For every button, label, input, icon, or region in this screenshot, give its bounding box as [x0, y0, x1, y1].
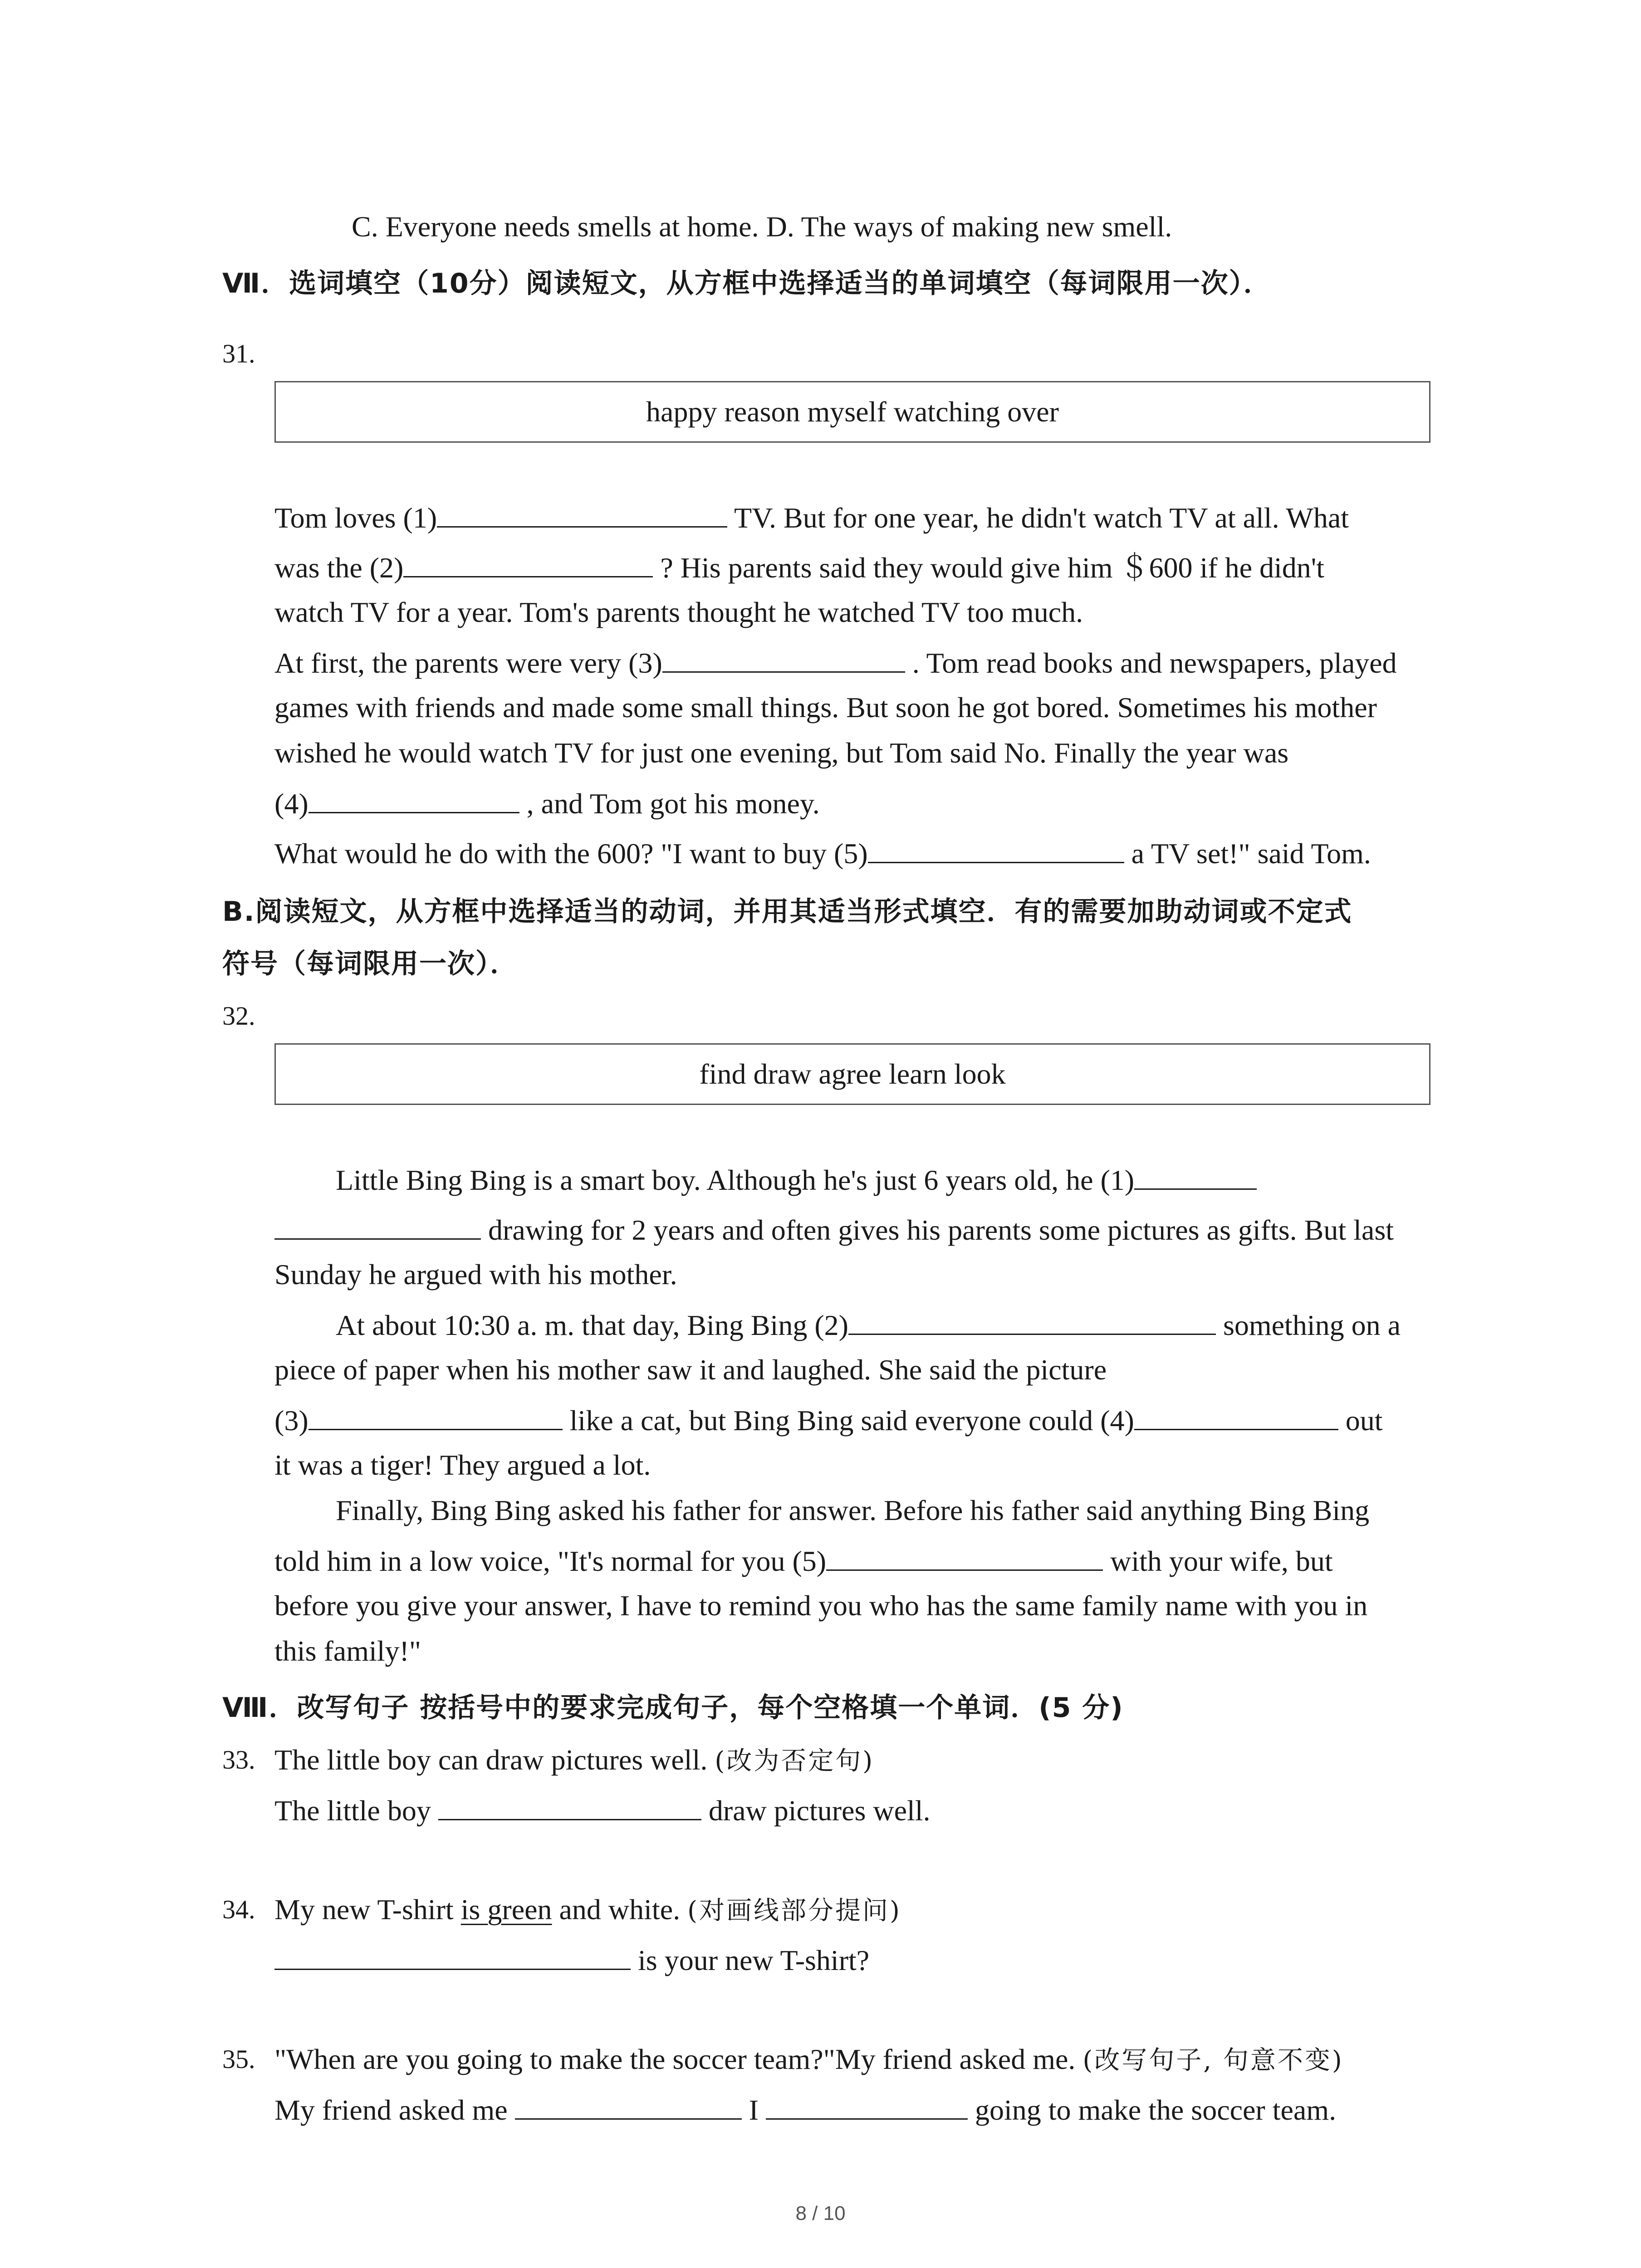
q35-sentence: "When are you going to make the soccer team?"My friend asked me. (改写句子, 句意不变): [274, 2043, 1344, 2075]
answer-blank[interactable]: [826, 1542, 1103, 1571]
section-8-heading: Ⅷ．改写句子 按括号中的要求完成句子，每个空格填一个单词．(5 分): [222, 1692, 1124, 1724]
q31-line-2: was the (2) ? His parents said they would give him ＄600 if he didn't: [274, 549, 1324, 586]
answer-blank[interactable]: [309, 1402, 563, 1430]
q31-number: 31.: [222, 339, 255, 368]
q31-word-list: happy reason myself watching over: [646, 396, 1059, 428]
q33-sentence: The little boy can draw pictures well. (改为否定句): [274, 1744, 875, 1776]
q31-line-1: Tom loves (1) TV. But for one year, he didn't watch TV at all. What: [274, 499, 1349, 536]
q30-options: C. Everyone needs smells at home. D. The ways of making new smell.: [352, 210, 1172, 243]
section-b-heading-line-2: 符号（每词限用一次）．: [222, 948, 518, 980]
answer-blank[interactable]: [438, 1792, 701, 1820]
q34-instruction: (对画线部分提问): [687, 1896, 901, 1926]
answer-blank[interactable]: [309, 785, 519, 813]
answer-blank[interactable]: [515, 2091, 742, 2120]
q31-line-5: games with friends and made some small things. But soon he got bored. Sometimes his mother: [274, 691, 1377, 723]
section-7-heading: Ⅶ．选词填空（10分）阅读短文，从方框中选择适当的单词填空（每词限用一次）．: [222, 268, 1272, 299]
q31-line-6: wished he would watch TV for just one evening, but Tom said No. Finally the year was: [274, 737, 1289, 769]
q34-sentence: My new T-shirt is green and white. (对画线部分提问): [274, 1893, 901, 1926]
q31-line-3: watch TV for a year. Tom's parents thought he watched TV too much.: [274, 596, 1083, 628]
answer-blank[interactable]: [274, 1941, 631, 1970]
q32-line-4: At about 10:30 a. m. that day, Bing Bing (2) something on a: [336, 1306, 1401, 1344]
q32-line-2: drawing for 2 years and often gives his parents some pictures as gifts. But last: [274, 1211, 1394, 1248]
q32-word-list: find draw agree learn look: [699, 1058, 1006, 1090]
q32-line-11: this family!": [274, 1635, 421, 1667]
q31-line-4: At first, the parents were very (3) . Tom read books and newspapers, played: [274, 644, 1397, 681]
q31-line-7: (4) , and Tom got his money.: [274, 785, 820, 822]
q31-word-box: [274, 381, 1430, 443]
q32-line-6: (3) like a cat, but Bing Bing said everyone could (4) out: [274, 1402, 1383, 1439]
answer-blank[interactable]: [848, 1306, 1216, 1335]
q33-answer-line: The little boy draw pictures well.: [274, 1792, 931, 1829]
q35-number: 35.: [222, 2044, 255, 2074]
q32-line-10: before you give your answer, I have to remind you who has the same family name with you in: [274, 1589, 1368, 1622]
q35-answer-line: My friend asked me I going to make the soccer team.: [274, 2091, 1336, 2128]
answer-blank[interactable]: [403, 549, 653, 577]
q34-answer-line: is your new T-shirt?: [274, 1941, 869, 1979]
answer-blank[interactable]: [868, 835, 1124, 863]
q32-line-3: Sunday he argued with his mother.: [274, 1258, 677, 1290]
answer-blank[interactable]: [766, 2091, 968, 2120]
section-b-heading-line-1: B.阅读短文，从方框中选择适当的动词，并用其适当形式填空．有的需要加助动词或不定式: [222, 896, 1352, 928]
q32-line-5: piece of paper when his mother saw it and laughed. She said the picture: [274, 1354, 1107, 1386]
answer-blank-continued[interactable]: [274, 1211, 481, 1240]
q32-line-9: told him in a low voice, "It's normal for you (5) with your wife, but: [274, 1542, 1333, 1579]
q34-underlined-part: is green: [460, 1893, 552, 1926]
answer-blank[interactable]: [1134, 1402, 1338, 1430]
page-number: 8 / 10: [795, 2202, 846, 2224]
q32-line-7: it was a tiger! They argued a lot.: [274, 1449, 651, 1481]
q32-line-8: Finally, Bing Bing asked his father for answer. Before his father said anything Bing Bing: [336, 1494, 1370, 1526]
answer-blank[interactable]: [662, 644, 905, 673]
q32-word-box: [274, 1043, 1430, 1105]
answer-blank[interactable]: [437, 499, 727, 528]
answer-blank[interactable]: [1134, 1161, 1257, 1190]
q33-instruction: (改为否定句): [715, 1746, 875, 1776]
q34-number: 34.: [222, 1895, 255, 1924]
q32-number: 32.: [222, 1001, 255, 1031]
q31-line-8: What would he do with the 600? "I want to buy (5) a TV set!" said Tom.: [274, 835, 1371, 872]
q35-instruction: (改写句子, 句意不变): [1083, 2046, 1344, 2075]
q33-number: 33.: [222, 1745, 255, 1774]
q32-line-1: Little Bing Bing is a smart boy. Although he's just 6 years old, he (1): [336, 1161, 1257, 1198]
